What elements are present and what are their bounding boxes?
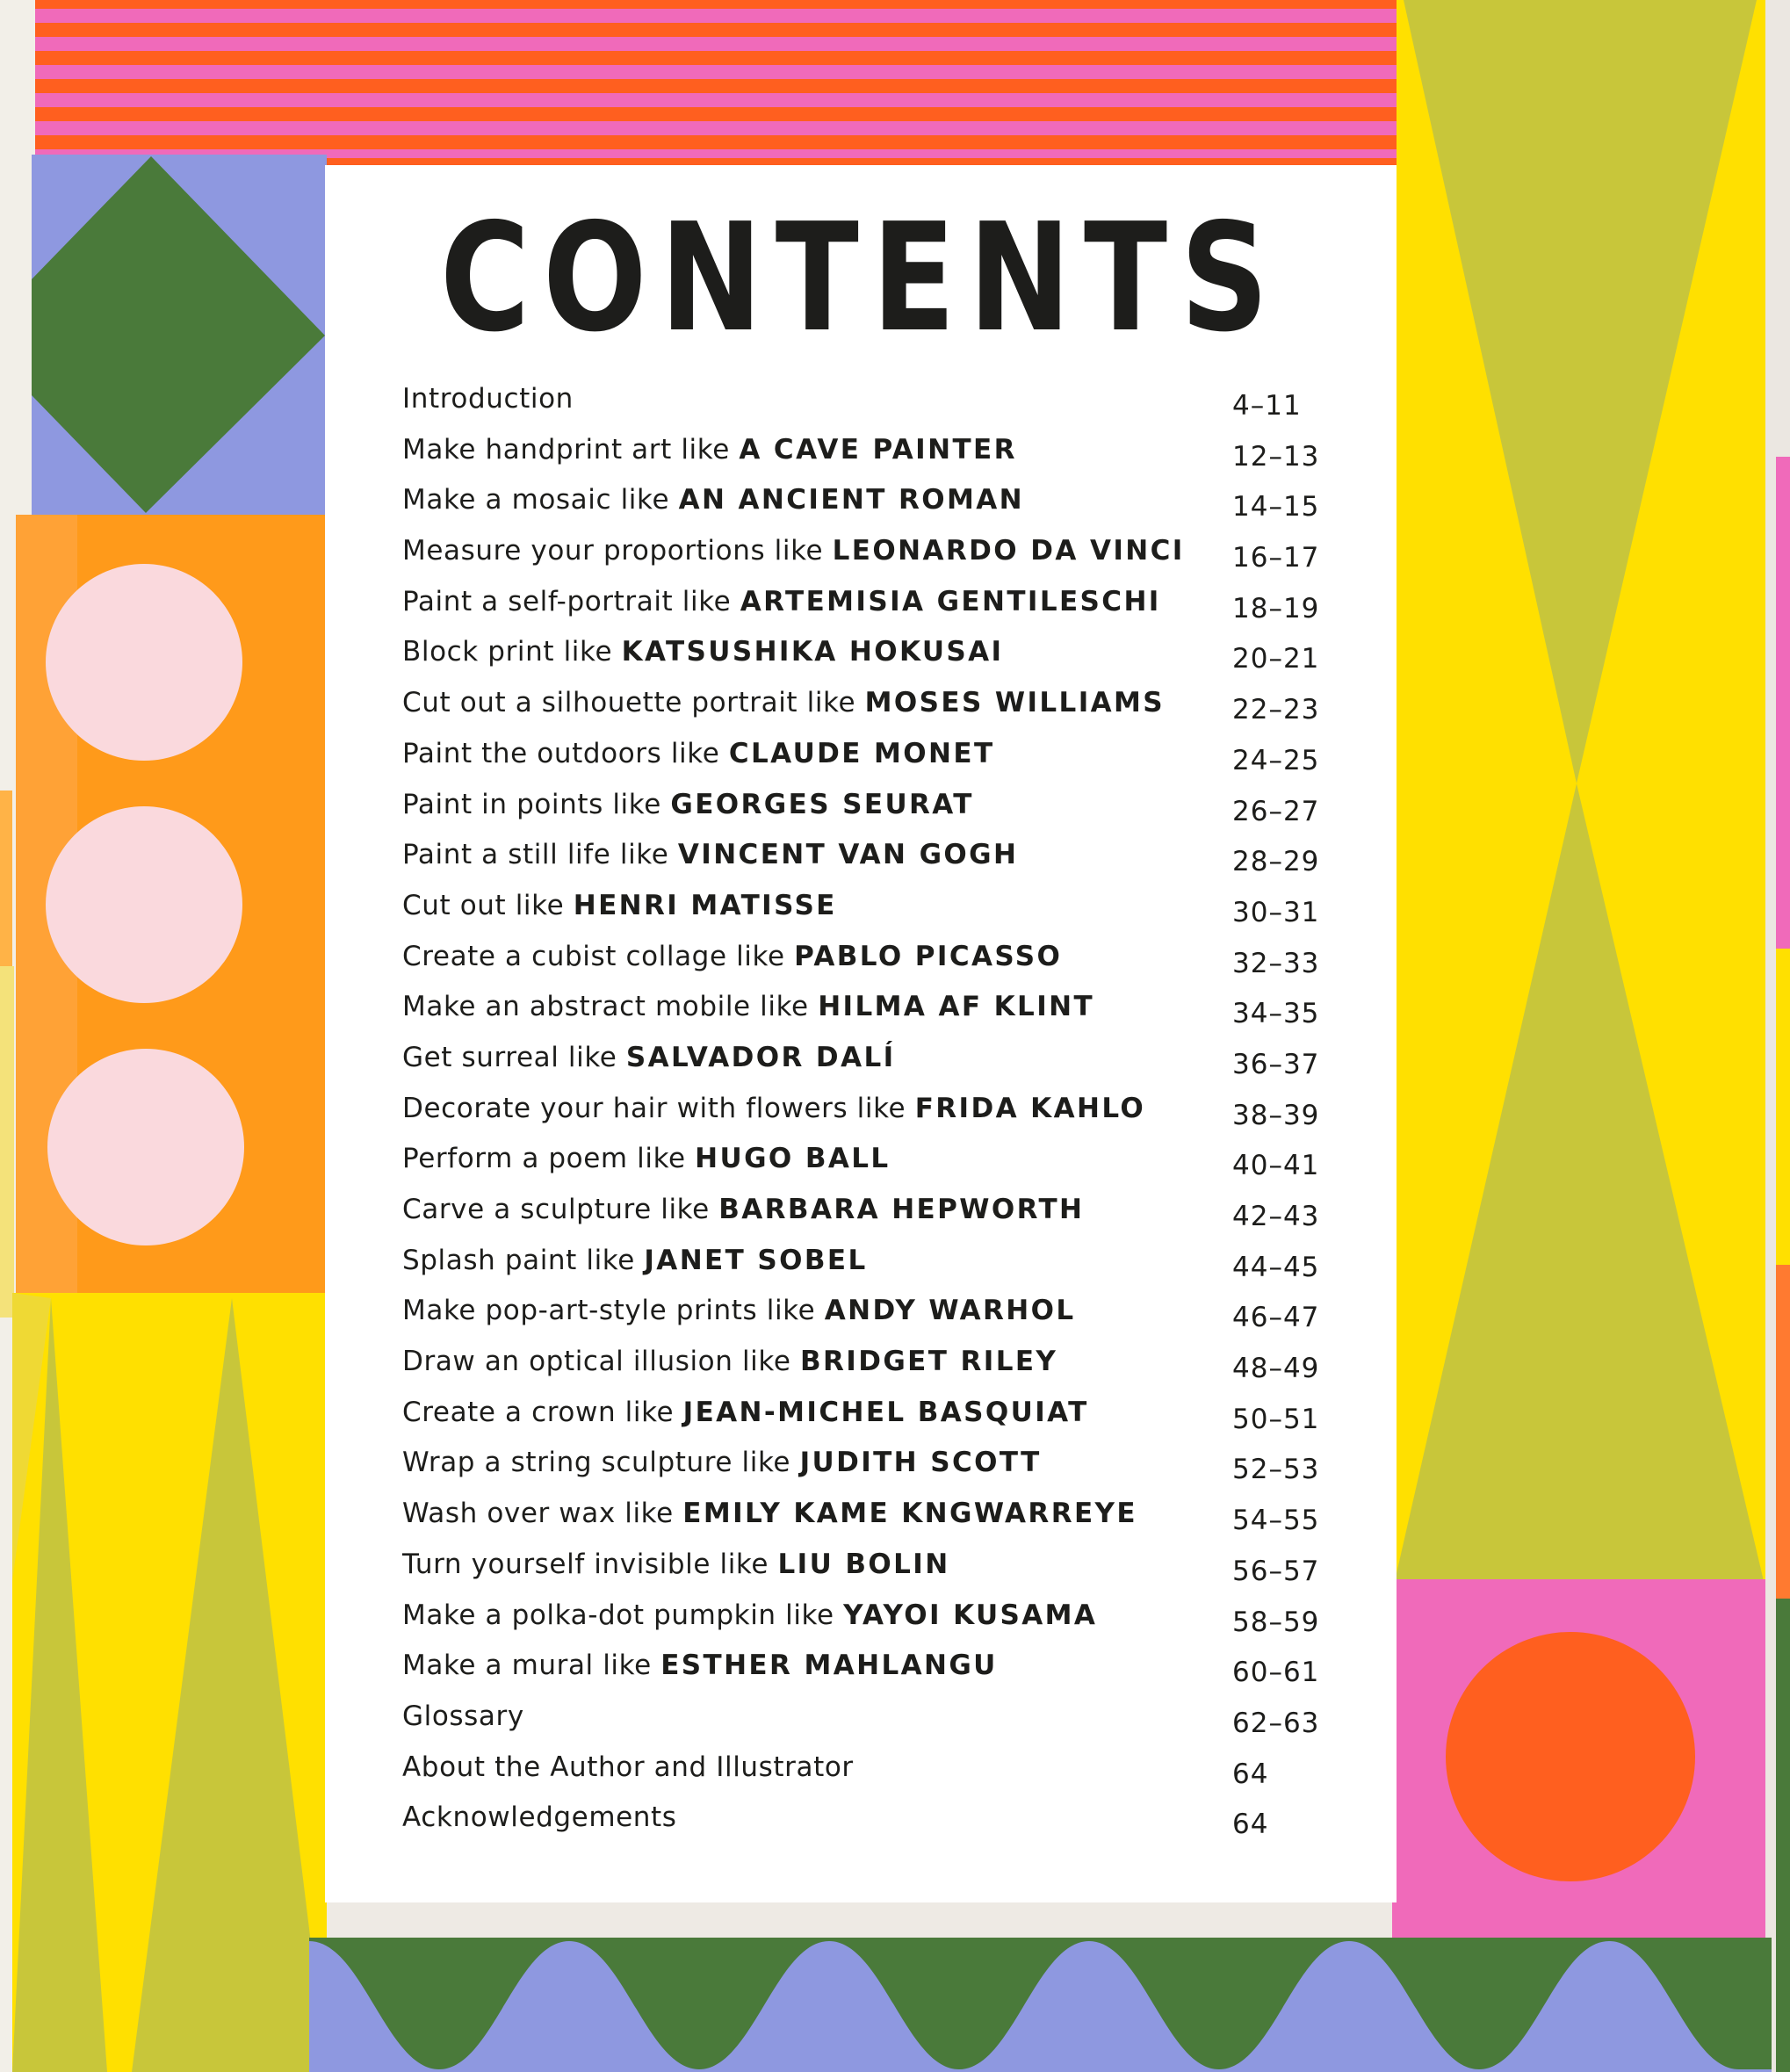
toc-page-range: 48–49 <box>1232 1353 1320 1385</box>
toc-activity: Paint a self-portrait like <box>402 585 740 617</box>
toc-page-range: 20–21 <box>1232 643 1320 675</box>
toc-entry-title <box>402 1700 524 1732</box>
toc-page-range: 40–41 <box>1232 1150 1320 1182</box>
toc-page-range: 58–59 <box>1232 1606 1320 1638</box>
toc-artist-name: AN ANCIENT ROMAN <box>678 484 1025 516</box>
toc-entry-title <box>402 839 1018 870</box>
toc-artist-name: CLAUDE MONET <box>728 737 995 769</box>
toc-entry <box>402 1239 1342 1290</box>
toc-activity: Carve a sculpture like <box>402 1194 719 1225</box>
toc-page-range: 64 <box>1232 1758 1269 1790</box>
toc-entry <box>402 1441 1342 1492</box>
toc-entry <box>402 783 1342 834</box>
toc-entry-title <box>402 434 1017 466</box>
toc-activity: Turn yourself invisible like <box>402 1548 778 1580</box>
toc-page-range: 36–37 <box>1232 1048 1320 1080</box>
toc-entry <box>402 935 1342 986</box>
toc-activity: Wash over wax like <box>402 1498 683 1530</box>
toc-entry-title <box>402 1245 868 1276</box>
toc-entry <box>402 682 1342 733</box>
toc-entry-title <box>402 1346 1057 1377</box>
toc-activity: Make an abstract mobile like <box>402 991 819 1023</box>
toc-entry-title <box>402 1801 677 1833</box>
toc-activity: Make a mural like <box>402 1650 661 1682</box>
toc-page-range: 14–15 <box>1232 491 1320 523</box>
toc-entry <box>402 1543 1342 1594</box>
toc-entry <box>402 479 1342 530</box>
toc-entry-title <box>402 1447 1042 1478</box>
toc-artist-name: JEAN-MICHEL BASQUIAT <box>682 1396 1089 1428</box>
toc-page-range: 24–25 <box>1232 744 1320 776</box>
toc-artist-name: LEONARDO DA VINCI <box>832 535 1185 567</box>
toc-entry-title <box>402 1042 896 1073</box>
toc-activity: Decorate your hair with flowers like <box>402 1092 915 1124</box>
toc-entry-title <box>402 789 974 820</box>
toc-entry-title <box>402 383 574 415</box>
toc-entry-title <box>402 1599 1097 1631</box>
toc-entry-title <box>402 687 1165 718</box>
toc-activity: About the Author and Illustrator <box>402 1751 854 1783</box>
toc-entry <box>402 834 1342 884</box>
toc-activity: Make a polka-dot pumpkin like <box>402 1599 844 1631</box>
toc-entry <box>402 581 1342 632</box>
toc-page-range: 28–29 <box>1232 846 1320 878</box>
page-edge-right <box>1765 0 1790 2072</box>
toc-entry <box>402 1087 1342 1138</box>
toc-activity: Block print like <box>402 636 622 668</box>
triangles-block-right <box>1395 0 1765 1581</box>
toc-activity: Measure your proportions like <box>402 535 833 567</box>
toc-activity: Cut out like <box>402 889 574 921</box>
toc-artist-name: ANDY WARHOL <box>824 1295 1076 1327</box>
toc-entry-title <box>402 890 837 921</box>
toc-page-range: 22–23 <box>1232 694 1320 726</box>
bottom-wave-band <box>309 1938 1772 2072</box>
toc-page-range: 4–11 <box>1232 390 1302 422</box>
contents-panel <box>325 165 1397 1902</box>
toc-entry <box>402 1391 1342 1442</box>
toc-entry <box>402 378 1342 429</box>
toc-entry-title <box>402 941 1062 972</box>
toc-page-range: 18–19 <box>1232 592 1320 624</box>
orange-circle-block <box>1392 1579 1765 1938</box>
toc-artist-name: KATSUSHIKA HOKUSAI <box>621 636 1004 668</box>
toc-entry-title <box>402 1498 1137 1529</box>
toc-activity: Make handprint art like <box>402 433 740 466</box>
toc-entry-title <box>402 1397 1089 1428</box>
toc-entry-title <box>402 484 1024 516</box>
toc-artist-name: JANET SOBEL <box>644 1244 868 1276</box>
toc-artist-name: GEORGES SEURAT <box>670 788 974 820</box>
toc-activity: Paint in points like <box>402 788 671 820</box>
toc-activity: Wrap a string sculpture like <box>402 1447 800 1479</box>
toc-artist-name: BRIDGET RILEY <box>799 1346 1058 1378</box>
toc-entry <box>402 631 1342 682</box>
toc-entry-title <box>402 1143 891 1174</box>
toc-entry <box>402 1036 1342 1087</box>
toc-artist-name: MOSES WILLIAMS <box>864 687 1166 719</box>
toc-activity: Create a cubist collage like <box>402 940 795 972</box>
toc-activity: Glossary <box>402 1700 524 1732</box>
toc-page-range: 60–61 <box>1232 1657 1320 1689</box>
toc-page-range: 64 <box>1232 1808 1269 1841</box>
toc-page-range: 30–31 <box>1232 896 1320 928</box>
toc-entry <box>402 733 1342 783</box>
toc-page-range: 56–57 <box>1232 1555 1320 1587</box>
toc-entry-title <box>402 738 995 769</box>
toc-page-range: 62–63 <box>1232 1707 1320 1739</box>
toc-artist-name: ARTEMISIA GENTILESCHI <box>740 585 1161 617</box>
toc-entry <box>402 1594 1342 1645</box>
diamond-block <box>32 155 327 515</box>
toc-artist-name: HILMA AF KLINT <box>818 991 1095 1023</box>
toc-entry-title <box>402 991 1094 1022</box>
toc-activity: Perform a poem like <box>402 1143 696 1175</box>
toc-entry-title <box>402 586 1161 617</box>
toc-page-range: 52–53 <box>1232 1454 1320 1486</box>
toc-activity: Introduction <box>402 383 574 415</box>
toc-artist-name: JUDITH SCOTT <box>799 1447 1042 1479</box>
toc-page-range: 50–51 <box>1232 1403 1320 1435</box>
toc-artist-name: BARBARA HEPWORTH <box>718 1194 1085 1225</box>
toc-entry-title <box>402 1194 1084 1225</box>
toc-entry <box>402 1796 1342 1847</box>
circles-block <box>16 515 327 1293</box>
toc-entry <box>402 884 1342 935</box>
toc-entry <box>402 1137 1342 1188</box>
page-edge-tab <box>0 791 12 966</box>
toc-entry-title <box>402 1295 1076 1326</box>
top-stripes <box>35 0 1401 167</box>
toc-artist-name: HENRI MATISSE <box>573 889 837 921</box>
toc-artist-name: HUGO BALL <box>695 1143 891 1175</box>
toc-entry-title <box>402 1549 950 1580</box>
toc-entry <box>402 1492 1342 1543</box>
toc-activity: Cut out a silhouette portrait like <box>402 687 865 719</box>
toc-entry-title <box>402 636 1003 668</box>
toc-entry-title <box>402 1093 1145 1124</box>
toc-artist-name: FRIDA KAHLO <box>914 1092 1146 1124</box>
toc-artist-name: YAYOI KUSAMA <box>843 1599 1098 1631</box>
toc-page-range: 42–43 <box>1232 1201 1320 1232</box>
toc-entry-title <box>402 1751 854 1783</box>
toc-page-range: 26–27 <box>1232 795 1320 827</box>
toc-activity: Splash paint like <box>402 1244 645 1276</box>
toc-entry <box>402 1644 1342 1695</box>
toc-entry <box>402 1695 1342 1746</box>
toc-activity: Acknowledgements <box>402 1801 677 1834</box>
toc-activity: Create a crown like <box>402 1396 683 1428</box>
toc-page-range: 46–47 <box>1232 1302 1320 1334</box>
toc-artist-name: ESTHER MAHLANGU <box>660 1650 998 1682</box>
toc-page-range: 44–45 <box>1232 1251 1320 1283</box>
toc-artist-name: PABLO PICASSO <box>794 940 1063 972</box>
toc-page-range: 34–35 <box>1232 998 1320 1030</box>
toc-entry <box>402 1289 1342 1340</box>
toc-activity: Paint the outdoors like <box>402 737 729 769</box>
toc-page-range: 38–39 <box>1232 1099 1320 1131</box>
triangles-block-left <box>12 1293 327 2072</box>
table-of-contents <box>402 378 1342 1847</box>
toc-activity: Make pop-art-style prints like <box>402 1295 825 1327</box>
toc-entry-title <box>402 535 1185 567</box>
toc-entry <box>402 1188 1342 1239</box>
page-edge-tab <box>0 966 14 1318</box>
toc-activity: Draw an optical illusion like <box>402 1346 800 1378</box>
toc-activity: Get surreal like <box>402 1041 626 1073</box>
toc-entry <box>402 530 1342 581</box>
toc-artist-name: VINCENT VAN GOGH <box>677 839 1019 871</box>
toc-artist-name: EMILY KAME KNGWARREYE <box>682 1498 1137 1530</box>
toc-entry <box>402 429 1342 480</box>
toc-entry <box>402 985 1342 1036</box>
page-title: CONTENTS <box>439 191 1282 365</box>
toc-entry-title <box>402 1650 998 1681</box>
toc-entry <box>402 1746 1342 1797</box>
toc-activity: Make a mosaic like <box>402 484 679 516</box>
toc-artist-name: SALVADOR DALÍ <box>625 1041 896 1073</box>
toc-artist-name: LIU BOLIN <box>777 1548 950 1580</box>
toc-entry <box>402 1340 1342 1391</box>
toc-page-range: 32–33 <box>1232 947 1320 979</box>
toc-artist-name: A CAVE PAINTER <box>739 433 1017 466</box>
toc-page-range: 54–55 <box>1232 1505 1320 1537</box>
toc-activity: Paint a still life like <box>402 839 678 871</box>
toc-page-range: 12–13 <box>1232 440 1320 473</box>
toc-page-range: 16–17 <box>1232 542 1320 574</box>
